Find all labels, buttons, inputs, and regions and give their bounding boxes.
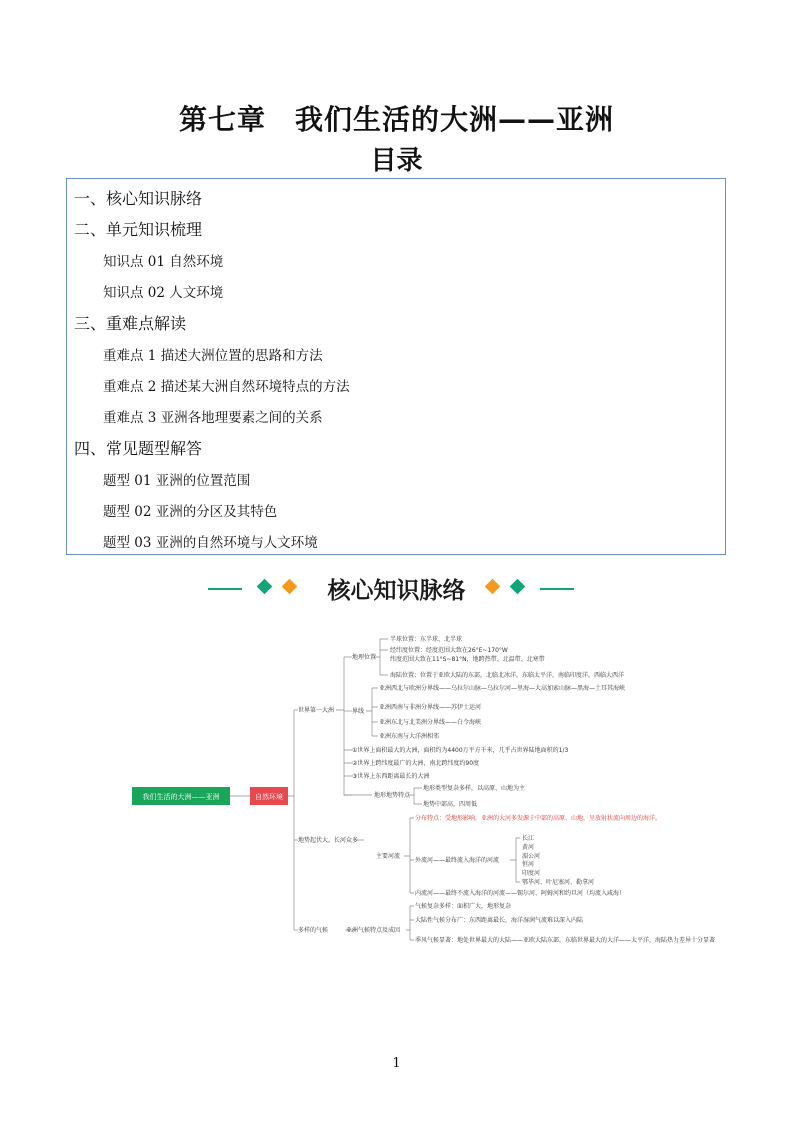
toc-item[interactable]: 重难点 2 描述某大洲自然环境特点的方法	[103, 379, 350, 395]
toc-item[interactable]: 三、重难点解读	[74, 314, 187, 333]
climate-sublabel: 亚洲气候特点及成因	[346, 927, 401, 934]
outflow-river: 恒河	[522, 861, 535, 868]
boundary-item: 亚洲东南与大洋洲相邻	[379, 733, 440, 740]
branch-label: 自然环境	[255, 793, 283, 801]
toc-item[interactable]: 一、核心知识脉络	[74, 189, 203, 208]
toc-item[interactable]: 重难点 1 描述大洲位置的思路和方法	[103, 348, 323, 364]
climate-item: 气候复杂多样：面积广大，地形复杂	[415, 903, 512, 910]
boundary-item: 亚洲东北与北美洲分界线——白令海峡	[379, 719, 482, 726]
boundary-item: 亚洲西南与非洲分界线——苏伊士运河	[379, 704, 482, 711]
rivers-distribution: 分布特点：受地形影响，亚洲的大河多发源于中部的高原、山地，呈放射状流向周边的海洋。	[415, 815, 662, 822]
outflow-label: 外流河——最终流入海洋的河流	[415, 857, 500, 864]
outflow-river: 黄河	[522, 844, 535, 851]
boundary-label: 界线	[352, 708, 365, 715]
toc-item[interactable]: 题型 03 亚洲的自然环境与人文环境	[103, 535, 318, 551]
page-title: 第七章 我们生活的大洲——亚洲	[178, 103, 614, 136]
section-title: 核心知识脉络	[327, 578, 466, 604]
outflow-river: 印度河	[522, 870, 541, 877]
terrain-item: 地形类型复杂多样，以高原、山地为主	[423, 785, 526, 792]
toc-item[interactable]: 题型 02 亚洲的分区及其特色	[103, 504, 278, 520]
outflow-river: 鄂毕河、叶尼塞河、勒拿河	[522, 879, 595, 886]
toc-item[interactable]: 二、单元知识梳理	[74, 220, 203, 239]
largest-fact: ②世界上跨纬度最广的大洲，南北跨纬度约90度	[352, 760, 480, 767]
rivers-label: 地势起伏大，长河众多	[298, 837, 359, 844]
toc-title: 目录	[370, 146, 423, 176]
location-label: 地理位置	[352, 654, 377, 661]
largest-fact: ③世界上东西距离最长的大洲	[352, 773, 430, 780]
rivers-sublabel: 主要河流	[376, 853, 401, 860]
location-item: 经纬度位置：经度范围大致在26°E~170°W	[390, 647, 508, 654]
climate-item: 大陆性气候分布广：东西距离最长，海洋湿润气流难以深入内陆	[415, 917, 584, 924]
page-number: 1	[392, 1056, 401, 1071]
terrain-label: 地形地势特点	[374, 792, 411, 799]
outflow-river: 长江	[522, 835, 535, 842]
terrain-item: 地势中部高，四周低	[423, 801, 478, 808]
toc-item[interactable]: 知识点 02 人文环境	[103, 285, 224, 301]
climate-item: 季风气候显著：地处世界最大的大陆——亚欧大陆东部，东临世界最大的大洋——太平洋，海陆热力差异十分显著	[415, 937, 716, 944]
location-item: 半球位置：东半球、北半球	[390, 636, 463, 643]
location-item: 海陆位置：位置于亚欧大陆的东部，北临北冰洋，东临太平洋，南临印度洋，西临大西洋	[390, 672, 625, 679]
boundary-item: 亚洲西北与欧洲分界线——乌拉尔山脉—乌拉尔河—里海—大高加索山脉—黑海—土耳其海峡	[379, 685, 626, 692]
toc-item[interactable]: 四、常见题型解答	[74, 439, 203, 458]
toc-item[interactable]: 重难点 3 亚洲各地理要素之间的关系	[103, 410, 323, 426]
outflow-river: 湄公河	[522, 853, 541, 860]
largest-fact: ①世界上面积最大的大洲，面积约为4400万平方千米，几乎占世界陆地面积的1/3	[352, 747, 569, 754]
location-item: 纬度范围大致在11°S~81°N，地跨热带、北温带、北寒带	[390, 656, 545, 663]
toc-item[interactable]: 知识点 01 自然环境	[103, 254, 224, 270]
toc-item[interactable]: 题型 01 亚洲的位置范围	[103, 473, 251, 489]
largest-label: 世界第一大洲	[298, 707, 335, 714]
root-label: 我们生活的大洲——亚洲	[142, 793, 220, 801]
inflow-river: 内流河——最终不流入海洋的河流——锡尔河、阿姆河和约旦河（均流入咸海）	[415, 890, 626, 897]
climate-label: 多样的气候	[298, 927, 329, 934]
